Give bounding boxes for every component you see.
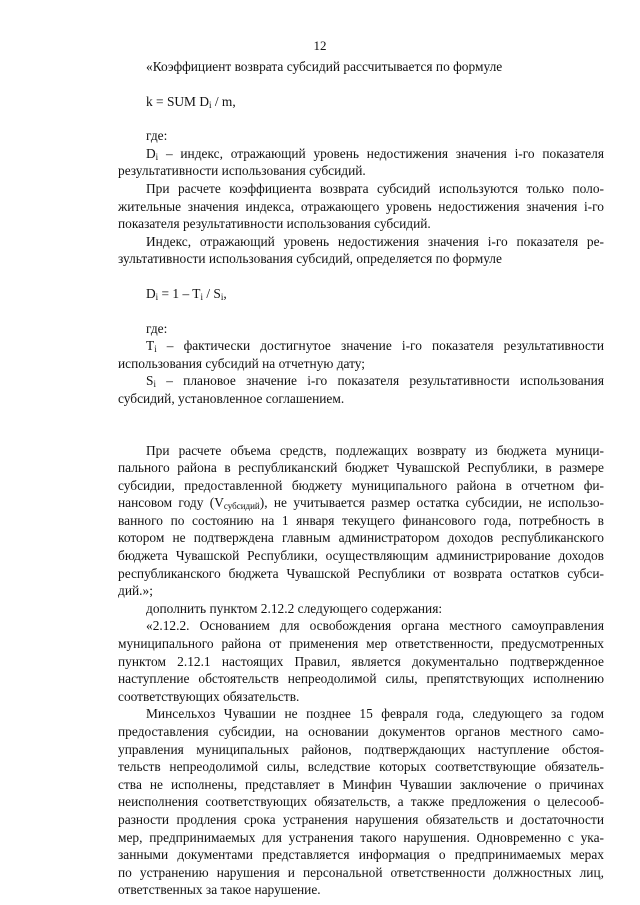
- formula-intro: «Коэффициент возврата субсидий рассчитывается по формуле: [146, 59, 503, 74]
- paragraph-2-12-2: «2.12.2. Основанием для освобождения органа местного самоуправления муниципального района от применения мер ответственности, предусмотренных пунктом 2.12.1 настоящих Правил, является документально подтвержденное наступление обстоятельств непреодолимой силы, препятствующих исполнению соответствующих обязательств.: [118, 618, 604, 704]
- definition-s: $S_i$ – плановое значение i-го показателя результативности использования субсидий, установленное соглашением.: [118, 373, 604, 406]
- definition-t: $T_i$ – фактически достигнутое значение i-го показателя результативности использования субсидий на отчетную дату;: [118, 338, 604, 371]
- paragraph-positive-values: При расчете коэффициента возврата субсидий используются только поло- жительные значения индекса, отражающего уровень недостижения значения i-го показателя результативности использования субсидий.: [118, 180, 604, 232]
- supplement-instruction: дополнить пунктом 2.12.2 следующего содержания:: [146, 600, 443, 616]
- document-body: [118, 58, 604, 899]
- paragraph-index-definition: Индекс, отражающий уровень недостижения значения i-го показателя ре- зультативности использования субсидий, определяется по формуле: [118, 233, 604, 267]
- definition-d: $D_i$ – индекс, отражающий уровень недостижения значения i-го показателя результативности использования субсидий.: [118, 145, 604, 179]
- paragraph-minselhoz: Минсельхоз Чувашии не позднее 15 февраля года, следующего за годом предоставления субсидии, на основании документов органов местного само- управления муниципальных районов, подтверждающих наступление обстоя- тельств непреодолимой силы, вследствие которых соответствующие обязатель- ства не исполнены, представляет в Минфин Чувашии заключение о причинах неисполнения соответствующих обязательств, а также предложения о целесооб- разности продления срока устранения нарушения обязательств и достаточности мер, предпринимаемых для устранения такого нарушения. Одновременно с ука- занными документами представляется информация о предпринимаемых мерах по устранению нарушения и персональной ответственности должностных лиц, ответственных за такое нарушение.: [118, 706, 604, 898]
- where-label: где:: [146, 320, 168, 336]
- where-label: где:: [146, 128, 168, 144]
- page-number: 12: [313, 38, 327, 53]
- formula-k: k = SUM $D_i$ / m,: [146, 93, 236, 110]
- paragraph-return-calculation: При расчете объема средств, подлежащих возврату из бюджета муници- пального района в республиканский бюджет Чувашской Республики, в размере субсидии, предоставленной бюджету муниципального района в отчетном фи- нансовом году $(V_{субсидий})$, не учитывается размер остатка субсидии, не использо- ванного по состоянию на 1 января текущего финансового года, потребность в котором не подтверждена главным администратором доходов республиканского бюджета Чувашской Республики, осуществляющим администрирование доходов республиканского бюджета Чувашской Республики от возврата остатков субси- дий.»;: [118, 442, 604, 599]
- formula-d: $D_i = 1 - T_i / S_i$,: [146, 285, 227, 302]
